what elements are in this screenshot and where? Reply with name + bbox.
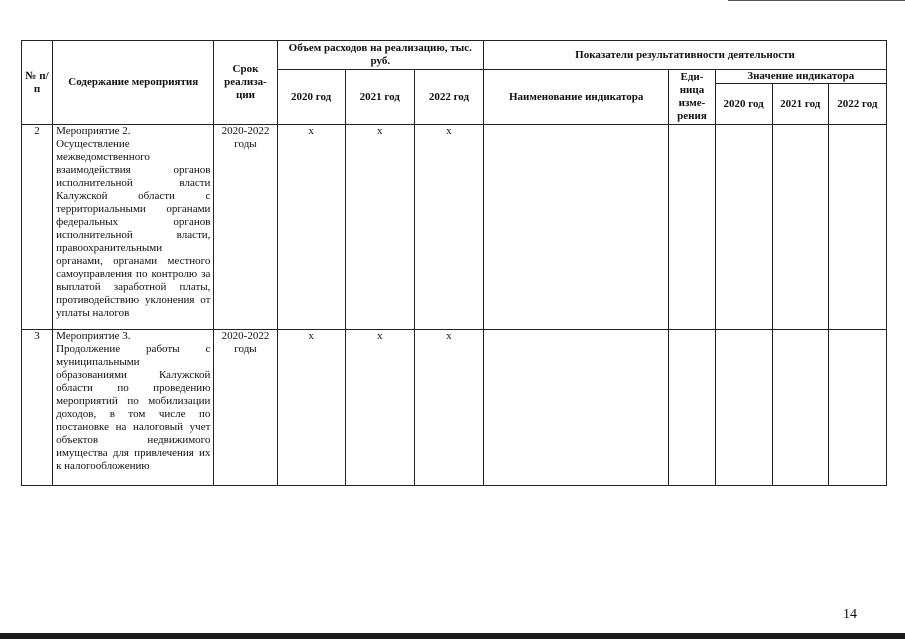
row-indicator-name: [484, 330, 669, 486]
row-num: 3: [22, 330, 53, 486]
row-exp-2021: x: [345, 330, 414, 486]
row-exp-2020: x: [277, 330, 345, 486]
header-content: Содержание мероприятия: [53, 41, 214, 125]
table-row: [22, 125, 887, 330]
row-ind-2021: [772, 125, 828, 330]
row-ind-2021: [772, 330, 828, 486]
header-ind-2020: 2020 год: [715, 84, 772, 125]
header-year-2020: 2020 год: [277, 70, 345, 125]
scan-edge-top: [728, 0, 905, 1]
row-period: 2020-2022 годы: [214, 125, 277, 330]
row-ind-2020: [715, 125, 772, 330]
activities-table: [21, 40, 887, 486]
row-exp-2022: x: [414, 125, 483, 330]
header-expenses: Объем расходов на реализацию, тыс. руб.: [277, 41, 483, 70]
header-ind-2022: 2022 год: [828, 84, 886, 125]
row-ind-2022: [828, 125, 886, 330]
header-unit: Еди-ница изме-рения: [669, 70, 715, 125]
header-indicator-name: Наименование индикатора: [484, 70, 669, 125]
header-row-1: [22, 41, 887, 70]
row-exp-2021: x: [345, 125, 414, 330]
row-content: Мероприятие 3. Продолжение работы с муниципальными образованиями Калужской области по проведению мероприятий по мобилизации доходов, в том числе по постановке на налоговый учет объектов недвижимого имущества для привлечения их к налогообложению: [53, 330, 214, 486]
row-ind-2022: [828, 330, 886, 486]
row-ind-2020: [715, 330, 772, 486]
row-exp-2020: x: [277, 125, 345, 330]
table-row: [22, 330, 887, 486]
header-num: № п/п: [22, 41, 53, 125]
row-unit: [669, 125, 715, 330]
header-period: Срок реализа-ции: [214, 41, 277, 125]
row-indicator-name: [484, 125, 669, 330]
row-num: 2: [22, 125, 53, 330]
page-number: 14: [843, 607, 857, 622]
header-indicator-value: Значение индикатора: [715, 70, 886, 84]
row-exp-2022: x: [414, 330, 483, 486]
row-unit: [669, 330, 715, 486]
header-indicators: Показатели результативности деятельности: [484, 41, 887, 70]
scan-edge-bottom: [0, 633, 905, 639]
header-year-2022: 2022 год: [414, 70, 483, 125]
row-period: 2020-2022 годы: [214, 330, 277, 486]
row-content: Мероприятие 2. Осуществление межведомственного взаимодействия органов исполнительной власти Калужской области с территориальными органами федеральных органов исполнительной власти, правоохранительными органами, органами местного самоуправления по контролю за выплатой заработной платы, противодействию уклонения от уплаты налогов: [53, 125, 214, 330]
header-ind-2021: 2021 год: [772, 84, 828, 125]
header-year-2021: 2021 год: [345, 70, 414, 125]
